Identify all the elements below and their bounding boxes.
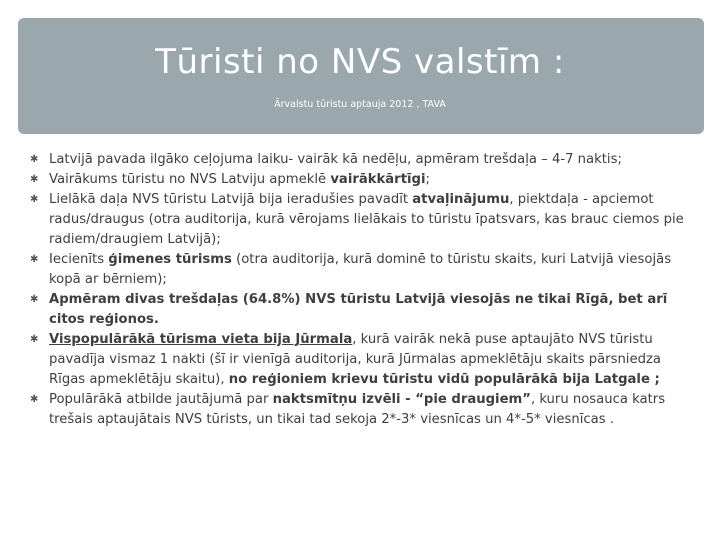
bullet-list	[30, 150, 700, 430]
item-bold-text: ģimenes tūrisms	[108, 252, 232, 267]
item-text: Lielākā daļa NVS tūristu Latvijā bija ieradušies pavadīt	[49, 192, 413, 207]
asterisk-bullet-icon: ✱	[30, 154, 39, 165]
item-text: , kuru nosauca katrs trešais aptaujātais NVS tūrists, un tikai tad sekoja 2*-3* viesnīcas un 4*-5* viesnīcas .	[49, 392, 666, 427]
item-bold-text: naktsmītņu izvēli - “pie draugiem”	[272, 392, 531, 407]
asterisk-bullet-icon: ✱	[30, 254, 39, 265]
asterisk-bullet-icon: ✱	[30, 294, 39, 305]
item-text: ;	[425, 172, 430, 187]
list-item	[30, 190, 700, 250]
asterisk-bullet-icon: ✱	[30, 334, 39, 345]
list-item	[30, 250, 700, 290]
slide-subtitle: Ārvalstu tūristu aptauja 2012 , TAVA	[274, 99, 446, 110]
item-bold-underlined-text: Vispopulārākā tūrisma vieta bija Jūrmala	[49, 332, 353, 347]
asterisk-bullet-icon: ✱	[30, 194, 39, 205]
asterisk-bullet-icon: ✱	[30, 394, 39, 405]
item-bold-text: Apmēram divas trešdaļas (64.8%) NVS tūristu Latvijā viesojās ne tikai Rīgā, bet arī citos reģionos.	[49, 292, 668, 327]
list-item	[30, 170, 700, 190]
item-text: (otra auditorija, kurā dominē to tūristu skaits, kuri Latvijā viesojās kopā ar bērniem);	[49, 252, 672, 287]
slide-title: Tūristi no NVS valstīm :	[155, 42, 565, 82]
asterisk-bullet-icon: ✱	[30, 174, 39, 185]
item-text: , piektdaļa - apciemot radus/draugus (otra auditorija, kurā vērojams lielākais to tūristu īpatsvars, kas brauc ciemos pie radiem/draugiem Latvijā);	[49, 192, 684, 247]
list-item	[30, 150, 700, 170]
list-item	[30, 290, 700, 330]
list-item	[30, 390, 700, 430]
item-text: Iecienīts	[49, 252, 109, 267]
item-bold-text: vairākkārtīgi	[330, 172, 426, 187]
item-text: , kurā vairāk nekā puse aptaujāto NVS tūristu pavadīja vismaz 1 nakti (šī ir vienīgā auditorija, kurā Jūrmalas apmeklētāju skaits pārsniedza Rīgas apmeklētāju skaitu),	[49, 332, 661, 387]
item-text: Vairākums tūristu no NVS Latviju apmeklē	[49, 172, 331, 187]
list-item	[30, 330, 700, 390]
item-text: Populārākā atbilde jautājumā par	[49, 392, 273, 407]
item-text: Latvijā pavada ilgāko ceļojuma laiku- vairāk kā nedēļu, apmēram trešdaļa – 4-7 naktis;	[49, 152, 622, 167]
item-bold-text: atvaļinājumu	[412, 192, 510, 207]
item-bold-text: no reģioniem krievu tūristu vidū populārākā bija Latgale ;	[228, 372, 660, 387]
